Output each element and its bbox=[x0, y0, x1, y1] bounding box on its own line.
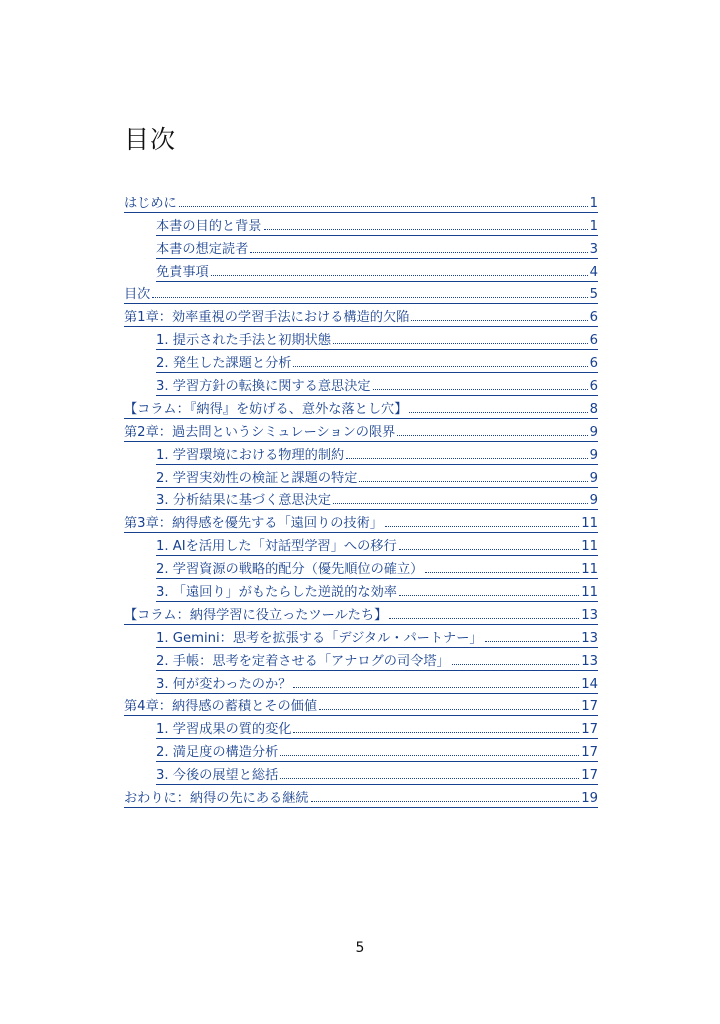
toc-link[interactable] bbox=[124, 602, 598, 625]
toc-item bbox=[124, 465, 598, 488]
toc-label: 1. 提示された手法と初期状態 bbox=[156, 333, 332, 349]
toc-label: 3. 学習方針の転換に関する意思決定 bbox=[156, 379, 371, 395]
toc-item bbox=[124, 602, 598, 625]
toc-page-number: 13 bbox=[581, 630, 598, 646]
toc-page-number: 8 bbox=[589, 401, 598, 417]
toc-item bbox=[124, 739, 598, 762]
toc-page-number: 1 bbox=[589, 218, 598, 234]
toc-page-number: 13 bbox=[581, 653, 598, 669]
table-of-contents bbox=[124, 190, 598, 808]
toc-leader-dots bbox=[333, 502, 588, 504]
toc-leader-dots bbox=[211, 274, 588, 276]
toc-label: 2. 学習実効性の検証と課題の特定 bbox=[156, 470, 358, 486]
page-number: 5 bbox=[355, 940, 365, 956]
toc-label: 1. Gemini：思考を拡張する「デジタル・パートナー」 bbox=[156, 630, 483, 646]
toc-item bbox=[124, 694, 598, 717]
toc-leader-dots bbox=[311, 800, 580, 802]
toc-link[interactable] bbox=[156, 556, 598, 579]
toc-label: はじめに bbox=[124, 195, 177, 211]
toc-item bbox=[124, 396, 598, 419]
toc-item bbox=[124, 190, 598, 213]
toc-leader-dots bbox=[485, 640, 580, 642]
toc-leader-dots bbox=[293, 365, 587, 367]
toc-item bbox=[124, 373, 598, 396]
toc-label: 免責事項 bbox=[156, 264, 209, 280]
toc-link[interactable] bbox=[156, 373, 598, 396]
toc-leader-dots bbox=[264, 228, 588, 230]
toc-page-number: 4 bbox=[589, 264, 598, 280]
toc-page-number: 3 bbox=[589, 241, 598, 257]
toc-label: 3. 何が変わったのか？ bbox=[156, 676, 292, 692]
toc-leader-dots bbox=[389, 617, 579, 619]
toc-leader-dots bbox=[373, 388, 588, 390]
toc-item bbox=[124, 762, 598, 785]
toc-item bbox=[124, 259, 598, 282]
toc-item bbox=[124, 533, 598, 556]
toc-label: 本書の目的と背景 bbox=[156, 218, 262, 234]
toc-leader-dots bbox=[293, 686, 579, 688]
toc-page-number: 17 bbox=[581, 722, 598, 738]
toc-label: 目次 bbox=[124, 287, 151, 303]
toc-leader-dots bbox=[250, 251, 587, 253]
toc-label: 第2章：過去問というシミュレーションの限界 bbox=[124, 424, 396, 440]
toc-leader-dots bbox=[293, 731, 579, 733]
toc-page-number: 17 bbox=[581, 699, 598, 715]
toc-label: 【コラム：納得学習に役立ったツールたち】 bbox=[124, 607, 388, 623]
toc-label: 2. 手帳：思考を定着させる「アナログの司令塔」 bbox=[156, 653, 450, 669]
toc-page-number: 6 bbox=[589, 310, 598, 326]
toc-page-number: 11 bbox=[581, 539, 598, 555]
toc-leader-dots bbox=[280, 754, 579, 756]
toc-item bbox=[124, 510, 598, 533]
toc-page-number: 13 bbox=[581, 607, 598, 623]
toc-link[interactable] bbox=[124, 419, 598, 442]
toc-leader-dots bbox=[397, 434, 587, 436]
toc-item bbox=[124, 625, 598, 648]
toc-page-number: 9 bbox=[589, 493, 598, 509]
toc-item bbox=[124, 671, 598, 694]
toc-item bbox=[124, 419, 598, 442]
toc-link[interactable] bbox=[156, 739, 598, 762]
toc-link[interactable] bbox=[156, 625, 598, 648]
toc-item bbox=[124, 442, 598, 465]
toc-link[interactable] bbox=[124, 694, 598, 717]
toc-label: 第4章：納得感の蓄積とその価値 bbox=[124, 699, 318, 715]
toc-label: おわりに：納得の先にある継続 bbox=[124, 791, 309, 807]
toc-label: 3. 「遠回り」がもたらした逆説的な効率 bbox=[156, 585, 397, 601]
toc-page-number: 6 bbox=[589, 356, 598, 372]
toc-leader-dots bbox=[399, 548, 580, 550]
toc-item bbox=[124, 556, 598, 579]
toc-leader-dots bbox=[411, 319, 587, 321]
toc-page-number: 9 bbox=[589, 470, 598, 486]
toc-leader-dots bbox=[425, 571, 579, 573]
toc-leader-dots bbox=[280, 777, 579, 779]
toc-item bbox=[124, 350, 598, 373]
toc-link[interactable] bbox=[124, 510, 598, 533]
toc-page-number: 19 bbox=[581, 791, 598, 807]
toc-page-number: 11 bbox=[581, 585, 598, 601]
toc-leader-dots bbox=[359, 480, 587, 482]
toc-label: 2. 学習資源の戦略的配分（優先順位の確立） bbox=[156, 562, 424, 578]
toc-label: 第1章：効率重視の学習手法における構造的欠陥 bbox=[124, 310, 410, 326]
toc-link[interactable] bbox=[124, 282, 598, 305]
toc-item bbox=[124, 488, 598, 511]
toc-leader-dots bbox=[319, 708, 579, 710]
toc-link[interactable] bbox=[156, 648, 598, 671]
toc-link[interactable] bbox=[156, 579, 598, 602]
toc-page-number: 11 bbox=[581, 562, 598, 578]
toc-label: 3. 今後の展望と総括 bbox=[156, 768, 279, 784]
toc-link[interactable] bbox=[156, 350, 598, 373]
toc-label: 第3章：納得感を優先する「遠回りの技術」 bbox=[124, 516, 383, 532]
toc-item bbox=[124, 785, 598, 808]
toc-item bbox=[124, 213, 598, 236]
toc-leader-dots bbox=[333, 342, 588, 344]
toc-label: 1. 学習環境における物理的制約 bbox=[156, 447, 345, 463]
toc-link[interactable] bbox=[124, 396, 598, 419]
toc-link[interactable] bbox=[156, 762, 598, 785]
toc-link[interactable] bbox=[156, 488, 598, 511]
toc-page-number: 6 bbox=[589, 333, 598, 349]
toc-leader-dots bbox=[179, 205, 588, 207]
toc-label: 2. 発生した課題と分析 bbox=[156, 356, 292, 372]
toc-item bbox=[124, 282, 598, 305]
toc-page-number: 6 bbox=[589, 379, 598, 395]
toc-page-number: 9 bbox=[589, 447, 598, 463]
toc-page-number: 17 bbox=[581, 768, 598, 784]
toc-leader-dots bbox=[409, 411, 587, 413]
page-title: 目次 bbox=[124, 125, 177, 154]
toc-link[interactable] bbox=[124, 785, 598, 808]
toc-leader-dots bbox=[399, 594, 579, 596]
toc-link[interactable] bbox=[156, 236, 598, 259]
toc-link[interactable] bbox=[156, 465, 598, 488]
toc-label: 1. 学習成果の質的変化 bbox=[156, 722, 292, 738]
toc-label: 本書の想定読者 bbox=[156, 241, 249, 257]
toc-page-number: 14 bbox=[581, 676, 598, 692]
toc-link[interactable] bbox=[156, 533, 598, 556]
toc-link[interactable] bbox=[124, 304, 598, 327]
toc-item bbox=[124, 716, 598, 739]
toc-item bbox=[124, 579, 598, 602]
toc-link[interactable] bbox=[156, 442, 598, 465]
toc-label: 1. AIを活用した「対話型学習」への移行 bbox=[156, 539, 397, 555]
toc-page-number: 5 bbox=[589, 287, 598, 303]
toc-item bbox=[124, 648, 598, 671]
toc-leader-dots bbox=[385, 525, 579, 527]
toc-label: 2. 満足度の構造分析 bbox=[156, 745, 279, 761]
toc-leader-dots bbox=[152, 296, 587, 298]
toc-link[interactable] bbox=[156, 327, 598, 350]
toc-link[interactable] bbox=[156, 671, 598, 694]
toc-page-number: 1 bbox=[589, 195, 598, 211]
toc-link[interactable] bbox=[156, 213, 598, 236]
toc-page-number: 11 bbox=[581, 516, 598, 532]
toc-item bbox=[124, 327, 598, 350]
toc-label: 【コラム：『納得』を妨げる、意外な落とし穴】 bbox=[124, 401, 408, 417]
toc-page-number: 9 bbox=[589, 424, 598, 440]
toc-link[interactable] bbox=[156, 259, 598, 282]
toc-item bbox=[124, 236, 598, 259]
toc-label: 3. 分析結果に基づく意思決定 bbox=[156, 493, 332, 509]
toc-link[interactable] bbox=[124, 190, 598, 213]
toc-leader-dots bbox=[452, 663, 580, 665]
toc-leader-dots bbox=[346, 457, 587, 459]
toc-link[interactable] bbox=[156, 716, 598, 739]
toc-item bbox=[124, 304, 598, 327]
toc-page-number: 17 bbox=[581, 745, 598, 761]
